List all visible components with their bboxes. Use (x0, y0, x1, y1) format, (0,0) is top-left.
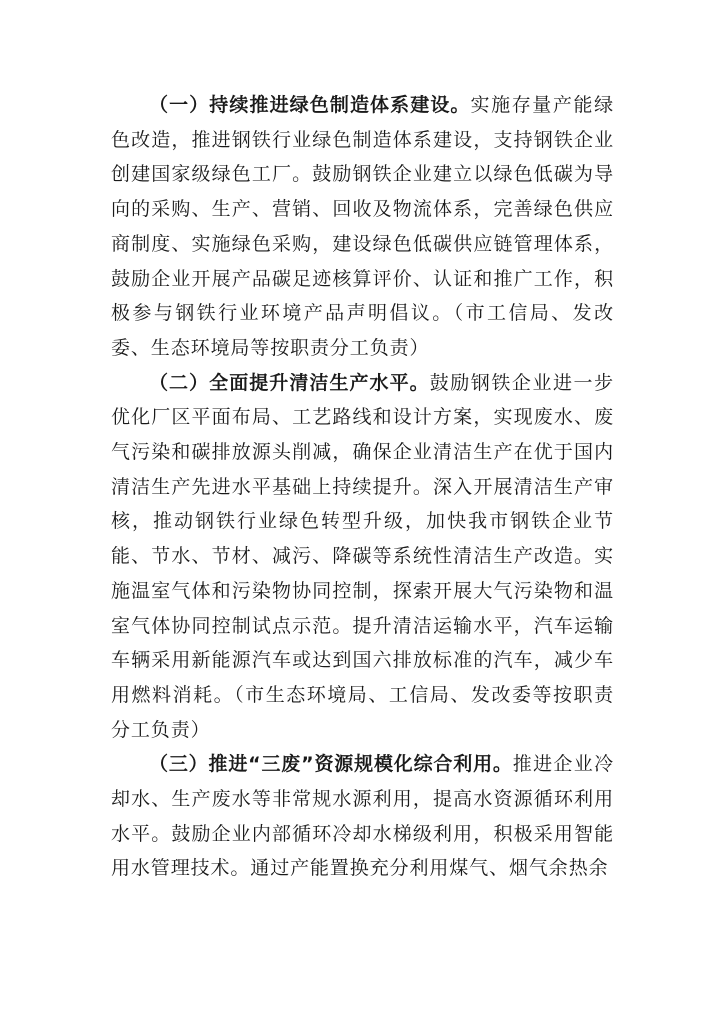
section-2-body: 鼓励钢铁企业进一步优化厂区平面布局、工艺路线和设计方案，实现废水、废气污染和碳排放源头削减，确保企业清洁生产在优于国内清洁生产先进水平基础上持续提升。深入开展清洁生产审核，推动钢铁行业绿色转型升级，加快我市钢铁企业节能、节水、节材、减污、降碳等系统性清洁生产改造。实施温室气体和污染物协同控制，探索开展大气污染物和温室气体协同控制试点示范。提升清洁运输水平，汽车运输车辆采用新能源汽车或达到国六排放标准的汽车，减少车用燃料消耗。（市生态环境局、工信局、发改委等按职责分工负责） (111, 371, 614, 741)
section-3-body: 推进企业冷却水、生产废水等非常规水源利用，提高水资源循环利用水平。鼓励企业内部循环冷却水梯级利用，积极采用智能用水管理技术。通过产能置换充分利用煤气、烟气余热余 (111, 753, 614, 880)
section-2-heading: （二）全面提升清洁生产水平。 (149, 371, 430, 394)
section-3 (111, 747, 614, 886)
section-3-heading: （三）推进“三废”资源规模化综合利用。 (149, 753, 513, 776)
section-2 (111, 366, 614, 748)
document-page (111, 88, 614, 886)
section-1-body: 实施存量产能绿色改造，推进钢铁行业绿色制造体系建设，支持钢铁企业创建国家级绿色工厂。鼓励钢铁企业建立以绿色低碳为导向的采购、生产、营销、回收及物流体系，完善绿色供应商制度、实施绿色采购，建设绿色低碳供应链管理体系，鼓励企业开展产品碳足迹核算评价、认证和推广工作，积极参与钢铁行业环境产品声明倡议。（市工信局、发改委、生态环境局等按职责分工负责） (111, 94, 614, 359)
section-1-heading: （一）持续推进绿色制造体系建设。 (149, 94, 471, 116)
section-1 (111, 88, 614, 366)
